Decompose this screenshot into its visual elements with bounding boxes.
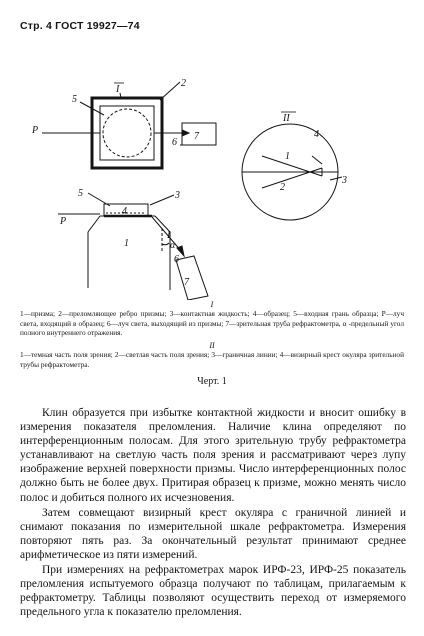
label-alpha: α — [170, 240, 176, 251]
label-2: 2 — [181, 78, 186, 89]
prism-left-upper — [88, 216, 100, 232]
label-4: 4 — [314, 129, 319, 140]
label-roman-1-side: I — [167, 230, 171, 241]
leader-5-side — [88, 193, 110, 206]
caption-number-1: I — [210, 300, 214, 309]
crosshair-a — [262, 156, 322, 176]
caption-number-2: II — [209, 341, 215, 350]
figure-drawing — [0, 0, 424, 300]
label-3-field: 3 — [342, 175, 347, 186]
prism-inner-square — [100, 106, 154, 160]
label-1-side: 1 — [124, 238, 129, 249]
caption-block-2 — [20, 341, 404, 369]
label-1-field: 1 — [285, 151, 290, 162]
paragraph-1: Клин образуется при избытке контактной жидкости и вносит ошибку в измерения показателя преломления. Наличие клина определяют по интерференционным полосам. Для этого зрительную трубу рефрактометра устанавливают на светлую часть поля зрения и рассматривают через лупу изображение верхней поверхности призмы. Число интерференционных полос должно быть не более двух. Притирая образец к призме, можно менять число полос и добиться полного их исчезновения. — [20, 407, 406, 504]
ray-6-arrow — [182, 130, 189, 136]
body-text — [20, 406, 406, 620]
leader-3 — [330, 177, 342, 180]
label-roman-2: II — [283, 113, 290, 124]
alpha-arc — [162, 243, 169, 245]
caption-text-1: 1—призма; 2—преломляющее ребро призмы; 3—контактная жидкость; 4—образец; 5—входная грань образца; P—луч света, входящий в образец; 6—луч света, выходящий из призмы; 7—зрительная труба рефрактометра, α -предельный угол полного внутреннего отражения. — [20, 309, 404, 338]
sample-circle — [103, 109, 151, 157]
label-7-top: 7 — [194, 131, 199, 142]
leader-2 — [160, 82, 180, 100]
caption-text-2: 1—темная часть поля зрения; 2—светлая часть поля зрения; 3—граничная линии; 4—визирный крест окуляра зрительной трубы рефрактометра. — [20, 350, 404, 369]
label-5-side: 5 — [78, 188, 83, 199]
label-7-side: 7 — [184, 277, 189, 288]
label-4-side: 4 — [122, 206, 127, 217]
crosshair-b — [262, 168, 322, 188]
label-p-top: P — [32, 125, 39, 136]
paragraph-3: При измерениях на рефрактометрах марок ИРФ-23, ИРФ-25 показатель преломления испытуемого образца получают по таблицам, прилагаемым к рефрактометру. Таблицы позволяют осуществить переход от измеряемого предельного угла к показателю преломления. — [20, 564, 406, 619]
label-roman-1-top: I — [116, 84, 120, 95]
figure-caption: Черт. 1 — [197, 376, 227, 387]
label-5-top: 5 — [72, 94, 77, 105]
label-2-field: 2 — [280, 182, 285, 193]
caption-block-1 — [20, 300, 404, 338]
label-6-top: 6 — [172, 137, 177, 148]
label-6-side: 6 — [174, 254, 179, 265]
page-header: Стр. 4 ГОСТ 19927—74 — [20, 20, 140, 32]
telescope-side — [176, 256, 208, 300]
leader-4 — [312, 156, 322, 164]
label-3-side: 3 — [175, 190, 180, 201]
paragraph-2: Затем совмещают визирный крест окуляра с граничной линией и снимают показания по измерительной шкале рефрактометра. Измерения повторяют пять раз. За окончательный результат принимают среднее арифметическое из пяти измерений. — [20, 506, 406, 561]
leader-3-side — [150, 195, 174, 205]
figure-1 — [0, 0, 424, 300]
label-p-side: P — [60, 216, 67, 227]
